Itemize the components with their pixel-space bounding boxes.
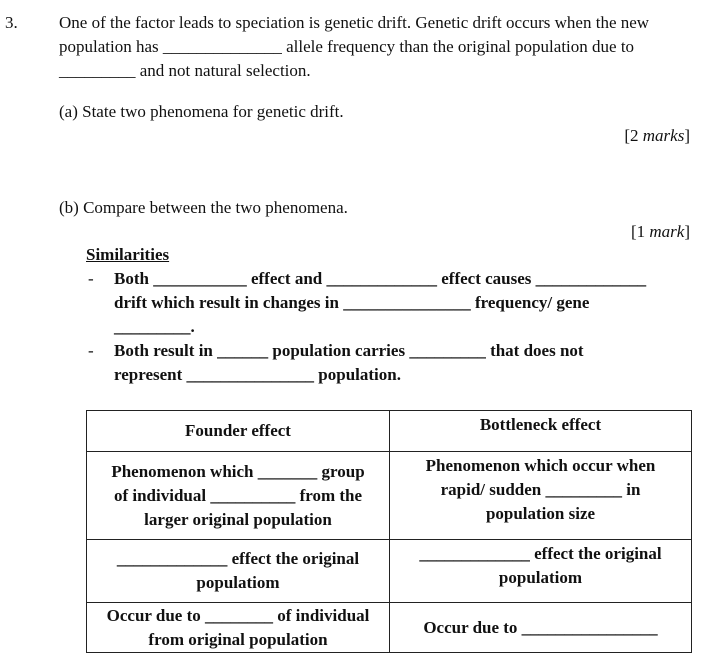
founder-cause-line-1: Occur due to ________ of individual [106,605,370,625]
similarity-1-line-1: Both ___________ effect and _____________ effect causes _____________ [114,269,647,288]
part-b-prompt: (b) Compare between the two phenomena. [59,198,348,217]
bottleneck-definition-line-2: rapid/ sudden _________ in [440,480,641,499]
similarity-2-line-1: Both result in ______ population carries _________ that does not [114,341,584,360]
founder-cause-cell [87,603,390,653]
bottleneck-effect-cell [390,540,692,603]
part-b-marks: [1 mark] [630,222,690,241]
question-number: 3. [5,13,18,32]
comparison-table [86,410,692,653]
bottleneck-effect-line-1: _____________ effect the original [419,544,662,563]
founder-effect-cell [87,540,390,603]
founder-cause-line-2: from original population [148,629,328,649]
bullet-2: - [88,341,94,360]
founder-definition-line-1: Phenomenon which _______ group [111,461,365,481]
part-a-marks: [2 marks] [624,126,690,145]
question-intro-line-3: _________ and not natural selection. [59,61,311,80]
founder-definition-line-3: larger original population [144,509,332,529]
bottleneck-cause-line: Occur due to ________________ [423,617,658,637]
part-a-prompt: (a) State two phenomena for genetic drift. [59,102,344,121]
similarity-1-line-3: _________. [114,317,195,336]
founder-definition-line-2: of individual __________ from the [113,485,363,505]
similarity-1-line-2: drift which result in changes in _______________ frequency/ gene [114,293,590,312]
similarities-heading: Similarities [86,245,170,264]
table-row-effect [87,540,692,603]
table-header-row [87,411,692,452]
founder-effect-line-1: _____________ effect the original [116,549,360,568]
founder-definition-cell [87,452,390,540]
table-row-definition [87,452,692,540]
header-bottleneck-effect: Bottleneck effect [390,411,692,452]
bottleneck-cause-cell [390,603,692,653]
similarity-2-line-2: represent _______________ population. [114,365,401,384]
bullet-1: - [88,269,94,288]
question-intro-line-2: population has ______________ allele frequency than the original population due to [59,37,635,56]
founder-effect-line-2: populatiom [196,573,280,592]
bottleneck-definition-line-3: population size [485,504,596,523]
bottleneck-effect-line-2: populatiom [498,568,583,587]
table-row-cause [87,603,692,653]
header-founder-effect: Founder effect [87,411,390,452]
bottleneck-definition-cell [390,452,692,540]
bottleneck-definition-line-1: Phenomenon which occur when [425,456,656,475]
question-intro-line-1: One of the factor leads to speciation is genetic drift. Genetic drift occurs when the new [59,13,650,32]
